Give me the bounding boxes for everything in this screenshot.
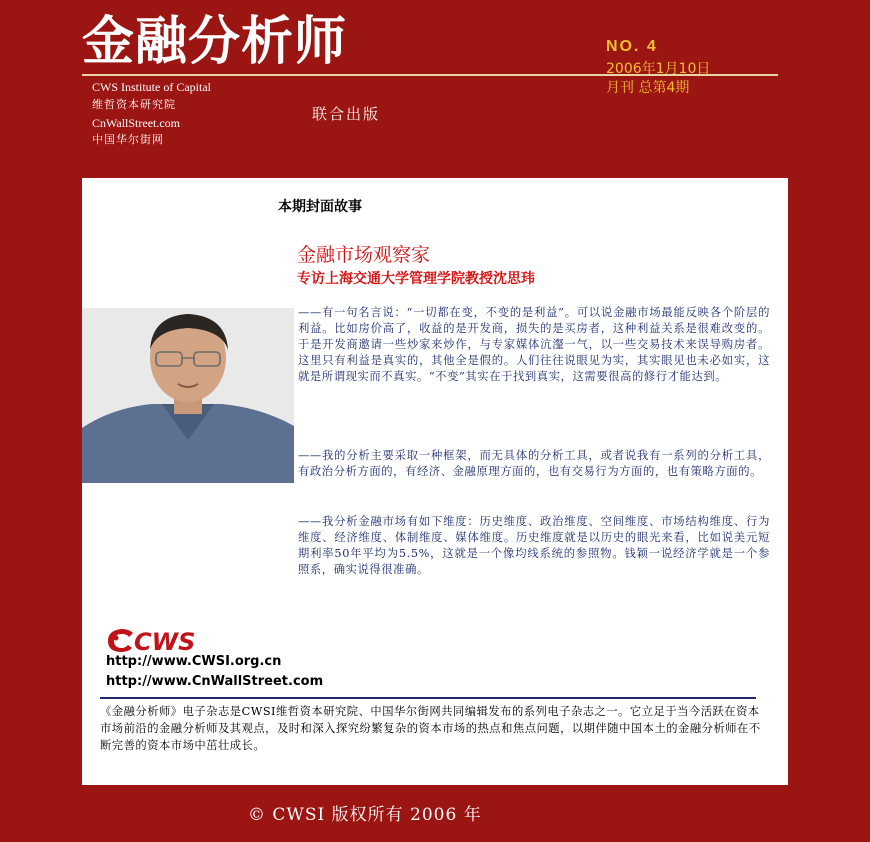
magazine-description: 《金融分析师》电子杂志是CWSI维哲资本研究院、中国华尔街网共同编辑发布的系列电子杂志之一。它立足于当今活跃在资本市场前沿的金融分析师及其观点，及时和深入探究纷繁复杂的资本市场的热点和焦点问题，以期伴随中国本土的金融分析师在不断完善的资本市场中茁壮成长。 [100, 705, 761, 752]
interviewee-photo [82, 308, 294, 483]
copyright-notice: © CWSI 版权所有 2006 年 [248, 805, 482, 825]
issue-date: 2006年1月10日 [606, 61, 711, 77]
magazine-title: 金融分析师 [82, 11, 348, 72]
cnwallstreet-link[interactable]: http://www.CnWallStreet.com [106, 674, 324, 689]
cover-paragraph-3: ——我分析金融市场有如下维度：历史维度、政治维度、空间维度、市场结构维度、行为维度、经济维度、体制维度、媒体维度。历史维度就是以历史的眼光来看，比如说美元短期利率50年平均为5.5%，这就是一个像均线系统的参照物。钱颖一说经济学就是一个参照系，确实说得很准确。 [298, 515, 770, 576]
cover-story-label: 本期封面故事 [278, 199, 362, 215]
publisher-cnwallstreet-cn: 中国华尔街网 [92, 133, 164, 146]
issue-monthly: 月刊 总第4期 [606, 80, 690, 96]
publisher-cws-cn: 维哲资本研究院 [92, 98, 176, 111]
cws-logo-text: CWS [134, 628, 196, 654]
publisher-cnwallstreet-en: CnWallStreet.com [92, 116, 181, 130]
cover-headline: 金融市场观察家 [297, 244, 431, 266]
cover-paragraph-1: ——有一句名言说：“一切都在变，不变的是利益”。可以说金融市场最能反映各个阶层的利益。比如房价高了，收益的是开发商，损失的是买房者，这种利益关系是很难改变的。于是开发商邀请一些炒家来炒作，与专家媒体沆瀣一气，以一些交易技术来误导购房者。这里只有利益是真实的，其他全是假的。人们往往说眼见为实，其实眼见也未必如实，这就是所谓现实而不真实。“不变”其实在于找到真实，这需要很高的修行才能达到。 [298, 306, 770, 383]
cwsi-link[interactable]: http://www.CWSI.org.cn [106, 654, 282, 669]
content-panel [82, 178, 788, 785]
cover-paragraph-2: ——我的分析主要采取一种框架，而无具体的分析工具，或者说我有一系列的分析工具，有政治分析方面的，有经济、金融原理方面的，也有交易行为方面的，也有策略方面的。 [298, 449, 770, 478]
publisher-cws-en: CWS Institute of Capital [92, 80, 211, 94]
joint-publication-label: 联合出版 [312, 105, 381, 123]
cover-subhead: 专访上海交通大学管理学院教授沈思玮 [297, 271, 535, 287]
issue-number: NO. 4 [606, 38, 658, 55]
footer-divider [100, 697, 756, 699]
